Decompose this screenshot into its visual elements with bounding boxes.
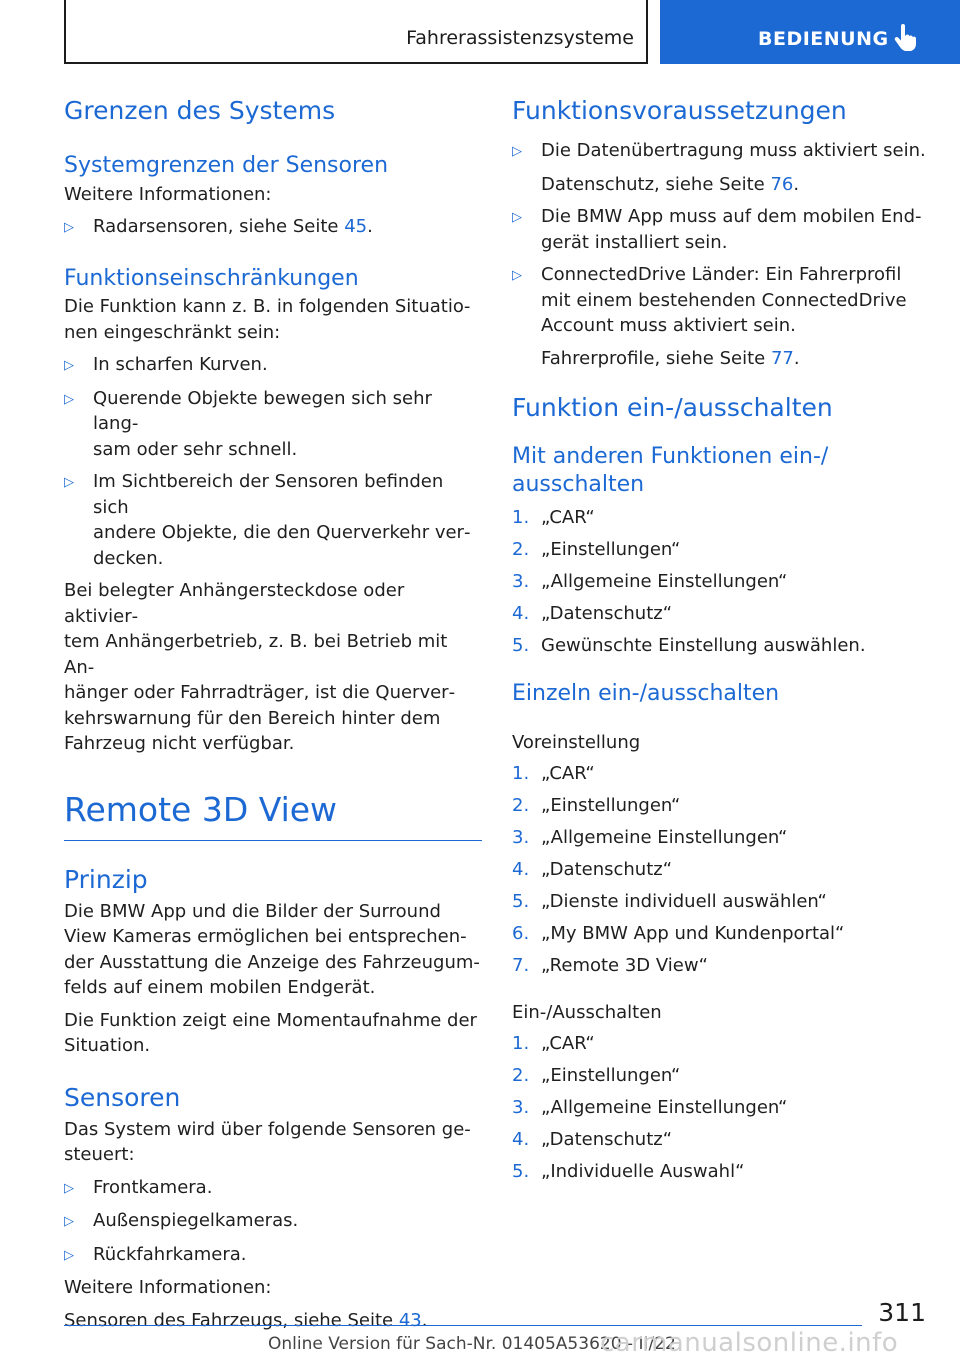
section-title-grenzen: Grenzen des Systems (64, 96, 336, 125)
step-text: „CAR“ (541, 1032, 595, 1054)
step-text: „Einstellungen“ (541, 539, 681, 560)
footer-rule (64, 1325, 862, 1326)
paragraph: Datenschutz, siehe Seite 76. (541, 173, 800, 195)
page-link-45[interactable]: 45 (344, 216, 368, 237)
paragraph: Fahrerprofile, siehe Seite 77. (541, 347, 800, 369)
bullet-triangle-icon: ▷ (64, 1214, 74, 1230)
step-number: 3. (512, 826, 530, 848)
bullet-text: Radarsensoren, siehe Seite (93, 216, 345, 237)
paragraph: Bei belegter Anhängersteckdose oder aktivier‐ tem Anhängerbetrieb, z. B. bei Betrieb mit An‐ hänger oder Fahrradträger, ist die Querver‐ kehrswarnung für den Bereich hinter dem Fahrzeug nicht verfügbar. (64, 580, 456, 754)
bullet-triangle-icon: ▷ (64, 1180, 74, 1196)
step-number: 6. (512, 922, 530, 944)
list-item: ▷ Frontkamera. (64, 1175, 482, 1202)
step-text: „Datenschutz“ (541, 858, 673, 880)
step-item (512, 1031, 932, 1056)
title-underline (64, 840, 482, 841)
step-text: „Allgemeine Einstellungen“ (541, 1096, 788, 1118)
list-item: ▷ Die BMW App muss auf dem mobilen End‐ gerät installiert sein. (512, 204, 932, 255)
step-number: 2. (512, 539, 530, 560)
step-item (512, 1127, 932, 1152)
step-item (512, 1159, 932, 1184)
header-section-box (64, 0, 648, 64)
subsection-title-sensorgrenzen: Systemgrenzen der Sensoren (64, 153, 389, 178)
step-text: „Datenschutz“ (541, 603, 673, 624)
step-text: „CAR“ (541, 762, 595, 784)
page-link-43[interactable]: 43 (398, 1309, 422, 1331)
step-number: 5. (512, 1160, 530, 1182)
step-text: „Dienste individuell auswählen“ (541, 890, 827, 912)
section-title-prinzip: Prinzip (64, 864, 148, 894)
bullet-triangle-icon: ▷ (64, 358, 74, 373)
step-item (512, 537, 932, 562)
step-text: „Einstellungen“ (541, 1064, 681, 1086)
step-item (512, 505, 932, 530)
list-item: ▷ Die Datenübertragung muss aktiviert sein. (512, 138, 932, 165)
chapter-title-remote-3d-view: Remote 3D View (64, 789, 338, 829)
step-number: 2. (512, 1064, 530, 1086)
right-column (512, 96, 932, 1184)
list-item: ▷ Rückfahrkamera. (64, 1242, 482, 1269)
list-item: ▷ ConnectedDrive Länder: Ein Fahrerprofil mit einem bestehenden ConnectedDrive Account muss aktiviert sein. (512, 262, 932, 339)
step-number: 4. (512, 858, 530, 880)
list-item: ▷ In scharfen Kurven. (64, 352, 482, 379)
step-item (512, 761, 932, 786)
weitere-info-label: Weitere Informationen: (64, 1277, 272, 1299)
list-item: ▷ Radarsensoren, siehe Seite 45. (64, 214, 482, 241)
step-item (512, 601, 932, 626)
bullet-triangle-icon: ▷ (64, 1247, 74, 1263)
step-item (512, 825, 932, 850)
subsection-title-einzeln: Einzeln ein-/ausschalten (512, 681, 780, 706)
step-number: 4. (512, 1128, 530, 1150)
step-item (512, 793, 932, 818)
hand-pointer-icon (892, 23, 918, 53)
bullet-triangle-icon: ▷ (512, 144, 522, 159)
step-number: 5. (512, 635, 530, 656)
bullet-triangle-icon: ▷ (64, 220, 74, 235)
step-number: 3. (512, 571, 530, 592)
step-item (512, 1095, 932, 1120)
list-item: ▷ Im Sichtbereich der Sensoren befinden sich andere Objekte, die den Querverkehr ver‐ decken. (64, 469, 482, 571)
numbered-list-ein-ausschalten (512, 1031, 932, 1184)
step-text: „Allgemeine Einstellungen“ (541, 571, 788, 592)
section-title-ein-ausschalten: Funktion ein-/ausschalten (512, 393, 833, 422)
section-title-voraussetzungen: Funktionsvoraussetzungen (512, 96, 847, 125)
step-number: 1. (512, 1032, 530, 1054)
header-chapter-label: BEDIENUNG (758, 28, 889, 50)
header-section-label: Fahrerassistenzsysteme (406, 27, 634, 49)
step-text: „Datenschutz“ (541, 1128, 673, 1150)
page-link-77[interactable]: 77 (770, 347, 794, 369)
numbered-list-voreinstellung (512, 761, 932, 978)
paragraph: Die BMW App und die Bilder der Surround View Kameras ermöglichen bei entsprechen‐ der Ausstattung die Anzeige des Fahrzeugum‐ felds auf einem mobilen Endgerät. (64, 900, 480, 999)
list-item: ▷ Querende Objekte bewegen sich sehr lang‐ sam oder sehr schnell. (64, 386, 482, 463)
subheading-voreinstellung: Voreinstellung (512, 731, 641, 753)
step-item (512, 857, 932, 882)
header-chapter-tab (660, 0, 960, 64)
bullet-triangle-icon: ▷ (512, 210, 522, 225)
step-text: „My BMW App und Kundenportal“ (541, 922, 845, 944)
subsection-title-mit-anderen: Mit anderen Funktionen ein-/ ausschalten (512, 444, 829, 497)
step-text: „Einstellungen“ (541, 794, 681, 816)
subsection-title-einschraenkungen: Funktionseinschränkungen (64, 265, 359, 291)
page-number: 311 (878, 1298, 926, 1327)
subheading-ein-ausschalten: Ein-/Ausschalten (512, 1001, 662, 1023)
step-number: 4. (512, 603, 530, 624)
paragraph: Die Funktion kann z. B. in folgenden Situatio‐ nen eingeschränkt sein: (64, 296, 471, 343)
watermark: carmanualsonline.info (600, 1328, 899, 1358)
step-item (512, 953, 932, 978)
step-item (512, 633, 932, 658)
step-item (512, 889, 932, 914)
step-number: 5. (512, 890, 530, 912)
step-number: 7. (512, 954, 530, 976)
section-title-sensoren: Sensoren (64, 1082, 181, 1112)
footer-online-version: Online Version für Sach-Nr. 01405A53620 - II/22 (268, 1334, 676, 1354)
numbered-list-mit-anderen (512, 505, 932, 658)
paragraph: Das System wird über folgende Sensoren ge‐ steuert: (64, 1118, 471, 1166)
step-number: 1. (512, 507, 530, 528)
bullet-triangle-icon: ▷ (64, 391, 74, 407)
weitere-info-label: Weitere Informationen: (64, 183, 272, 205)
step-text: „CAR“ (541, 507, 595, 528)
step-item (512, 1063, 932, 1088)
bullet-triangle-icon: ▷ (64, 475, 74, 490)
left-column (64, 96, 482, 1333)
step-text: „Remote 3D View“ (541, 954, 708, 976)
step-text: Gewünschte Einstellung auswählen. (541, 635, 866, 656)
step-item (512, 569, 932, 594)
step-text: „Individuelle Auswahl“ (541, 1160, 745, 1182)
paragraph: Sensoren des Fahrzeugs, siehe Seite 43. (64, 1309, 428, 1331)
page-link-76[interactable]: 76 (770, 173, 794, 195)
list-item: ▷ Außenspiegelkameras. (64, 1208, 482, 1235)
step-item (512, 921, 932, 946)
step-number: 2. (512, 794, 530, 816)
step-number: 1. (512, 762, 530, 784)
step-number: 3. (512, 1096, 530, 1118)
bullet-triangle-icon: ▷ (512, 268, 522, 283)
step-text: „Allgemeine Einstellungen“ (541, 826, 788, 848)
paragraph: Die Funktion zeigt eine Momentaufnahme der Situation. (64, 1009, 477, 1057)
